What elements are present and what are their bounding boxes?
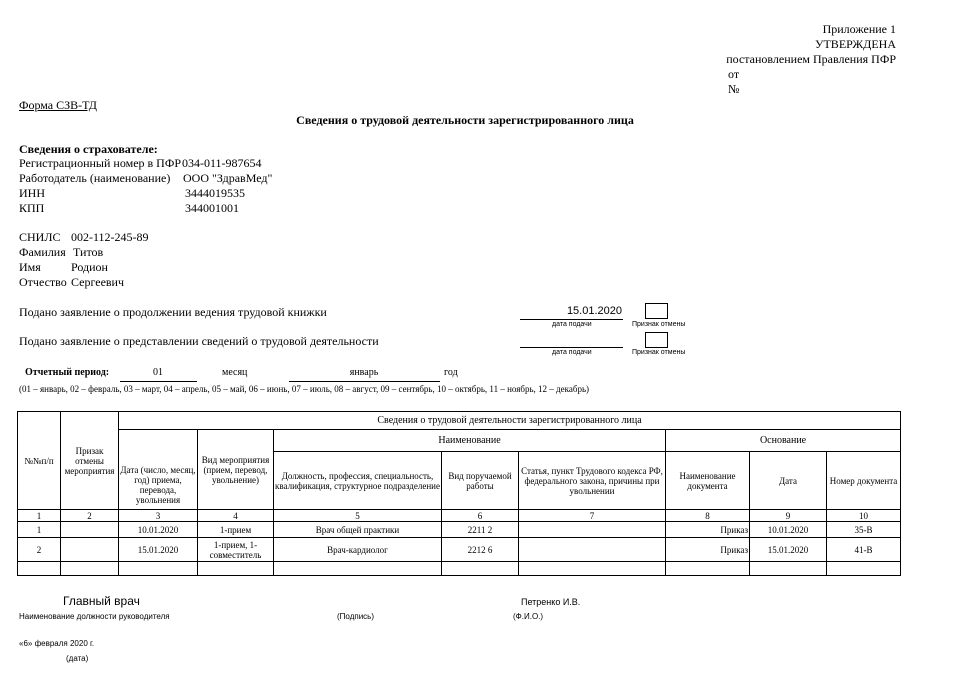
manager-position-caption: Наименование должности руководителя [19,612,170,621]
header-row-number: №№п/п [18,412,61,510]
period-month-number-line [120,381,197,382]
document-date: «6» февраля 2020 г. [19,639,95,648]
page-title: Сведения о трудовой деятельности зарегистрированного лица [296,113,634,127]
index-cell: 7 [519,510,666,522]
inn-label: ИНН [19,186,45,200]
row-doc-number: 41-В [827,538,901,562]
approved-label: УТВЕРЖДЕНА [814,37,896,51]
row-position: Врач общей практики [274,522,442,538]
employment-events-table [17,411,901,576]
row-doc-number: 35-В [827,522,901,538]
index-cell: 3 [119,510,198,522]
surname-value: Титов [73,245,104,259]
row-number: 1 [18,522,61,538]
patronymic-label: Отчество [19,275,67,289]
header-group-employment: Сведения о трудовой деятельности зарегистрированного лица [119,412,901,430]
period-month-name-line [289,381,440,382]
row-doc-name: Приказ [666,538,750,562]
row-event-type: 1-прием, 1-совместитель [198,538,274,562]
row-cancel-flag [61,522,119,538]
employer-label: Работодатель (наименование) [19,171,171,185]
manager-position: Главный врач [63,594,140,608]
statement-continue-date: 15.01.2020 [566,305,622,317]
table-row[interactable] [18,522,901,538]
period-month-name: январь [349,367,379,378]
manager-name: Петренко И.В. [521,597,581,607]
statement-continue-date-line [520,319,623,320]
header-doc-name: Наименование документа [666,452,750,510]
index-cell: 1 [18,510,61,522]
row-event-type: 1-прием [198,522,274,538]
header-doc-date: Дата [750,452,827,510]
index-cell: 4 [198,510,274,522]
employer-value: ООО "ЗдравМед" [183,171,273,185]
period-month-number: 01 [153,367,163,378]
row-event-date: 10.01.2020 [119,522,198,538]
header-cancel-flag: Призак отмены мероприятия [61,412,119,510]
row-doc-name: Приказ [666,522,750,538]
header-group-basis: Основание [666,430,901,452]
signature-caption: (Подпись) [337,612,374,621]
index-cell: 6 [442,510,519,522]
row-work-code: 2212 6 [442,538,519,562]
statement-info-date-line [520,347,623,348]
kpp-value: 344001001 [185,201,239,215]
pfr-reg-label: Регистрационный номер в ПФР [19,156,181,170]
index-cell: 9 [750,510,827,522]
kpp-label: КПП [19,201,45,215]
resolution-label: постановлением Правления ПФР [726,52,896,66]
pfr-reg-value: 034-011-987654 [182,156,262,170]
document-date-caption: (дата) [66,654,89,663]
insurer-heading: Сведения о страхователе: [19,142,158,156]
row-doc-date: 10.01.2020 [750,522,827,538]
surname-label: Фамилия [19,245,66,259]
index-cell: 5 [274,510,442,522]
header-group-name: Наименование [274,430,666,452]
row-doc-date: 15.01.2020 [750,538,827,562]
table-row-empty[interactable] [18,562,901,576]
row-dismissal-reason [519,522,666,538]
header-position: Должность, профессия, специальность, квалификация, структурное подразделение [274,452,442,510]
row-cancel-flag [61,538,119,562]
row-event-date: 15.01.2020 [119,538,198,562]
statement-continue-date-caption: дата подачи [552,321,592,328]
statement-info-date-caption: дата подачи [552,349,592,356]
statement-continue-label: Подано заявление о продолжении ведения трудовой книжки [19,305,327,319]
row-dismissal-reason [519,538,666,562]
snils-label: СНИЛС [19,230,61,244]
table-row[interactable] [18,538,901,562]
statement-continue-cancel-caption: Признак отмены [632,321,686,328]
header-dismissal-reason: Статья, пункт Трудового кодекса РФ, федерального закона, причины при увольнении [519,452,666,510]
row-position: Врач-кардиолог [274,538,442,562]
index-cell: 10 [827,510,901,522]
resolution-number-label: № [728,82,740,96]
row-work-code: 2211 2 [442,522,519,538]
form-name: Форма СЗВ-ТД [19,98,97,112]
resolution-date-label: от [728,67,740,81]
appendix-label: Приложение 1 [822,22,896,36]
first-name-value: Родион [71,260,108,274]
header-doc-number: Номер документа [827,452,901,510]
statement-info-cancel-caption: Признак отмены [632,349,686,356]
table-index-row [18,510,901,522]
statement-info-label: Подано заявление о представлении сведений о трудовой деятельности [19,334,379,348]
inn-value: 3444019535 [185,186,245,200]
index-cell: 8 [666,510,750,522]
row-number: 2 [18,538,61,562]
index-cell: 2 [61,510,119,522]
snils-value: 002-112-245-89 [71,230,149,244]
header-event-type: Вид мероприятия (прием, перевод, увольнение) [198,430,274,510]
header-work-code: Вид поручаемой работы [442,452,519,510]
period-hint: (01 – январь, 02 – февраль, 03 – март, 04 – апрель, 05 – май, 06 – июнь, 07 – июль, 08 – август, 09 – сентябрь, 10 – октябрь, 11 – ноябрь, 12 – декабрь) [19,384,590,394]
period-label: Отчетный период: [25,367,110,378]
header-event-date: Дата (число, месяц, год) приема, перевода, увольнения [119,430,198,510]
statement-info-cancel-box[interactable] [645,332,668,348]
patronymic-value: Сергеевич [71,275,125,289]
first-name-label: Имя [19,260,41,274]
period-year-label: год [444,367,458,378]
period-month-label: месяц [222,367,248,378]
statement-continue-cancel-box[interactable] [645,303,668,319]
manager-name-caption: (Ф.И.О.) [513,612,544,621]
